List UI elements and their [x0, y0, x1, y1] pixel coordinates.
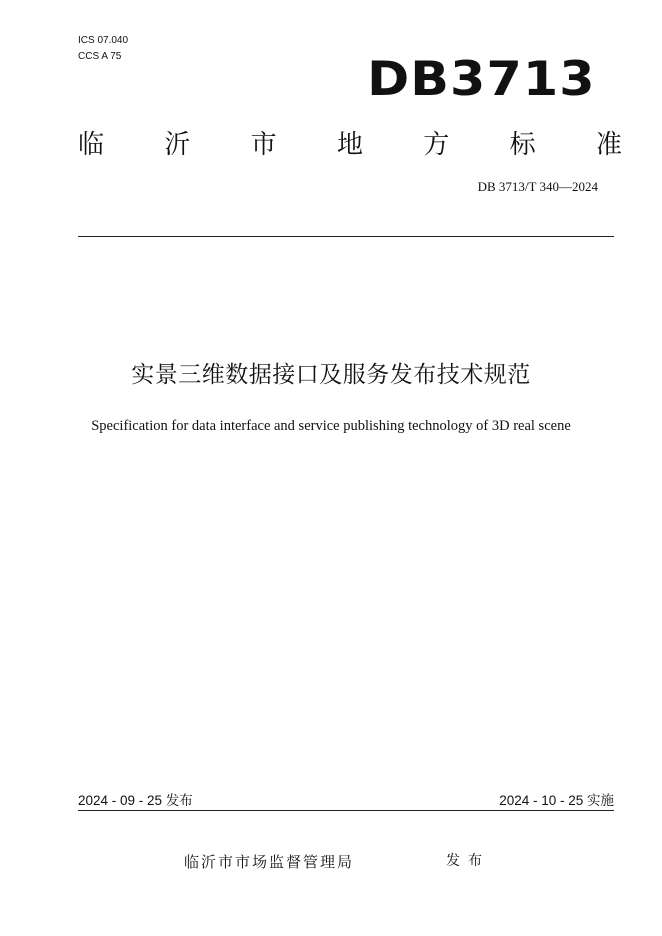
- ccs-code: CCS A 75: [78, 51, 122, 62]
- effective-date: 2024 - 10 - 25 实施: [499, 793, 614, 808]
- standard-number: DB 3713/T 340—2024: [477, 179, 598, 194]
- dates-row: [78, 792, 614, 811]
- standard-type-char: 沂: [164, 130, 191, 160]
- header-divider: [78, 236, 614, 237]
- standard-type-char: 市: [250, 130, 277, 160]
- standard-type-char: 标: [509, 130, 536, 160]
- ics-code: ICS 07.040: [78, 35, 129, 46]
- publisher-name: 临沂市市场监督管理局: [184, 853, 355, 871]
- db-logo: DB3713: [367, 52, 596, 107]
- issue-date: 2024 - 09 - 25 发布: [78, 793, 193, 808]
- standard-type-char: 临: [78, 130, 105, 160]
- title-chinese: 实景三维数据接口及服务发布技术规范: [131, 362, 531, 388]
- standard-type-char: 方: [423, 130, 450, 160]
- publish-label: 发布: [446, 853, 490, 869]
- standard-type: [78, 128, 622, 162]
- title-english: Specification for data interface and service publishing technology of 3D real scene: [91, 418, 571, 434]
- standard-type-char: 准: [595, 130, 622, 160]
- standard-type-char: 地: [336, 130, 363, 160]
- classification-codes: [78, 33, 128, 65]
